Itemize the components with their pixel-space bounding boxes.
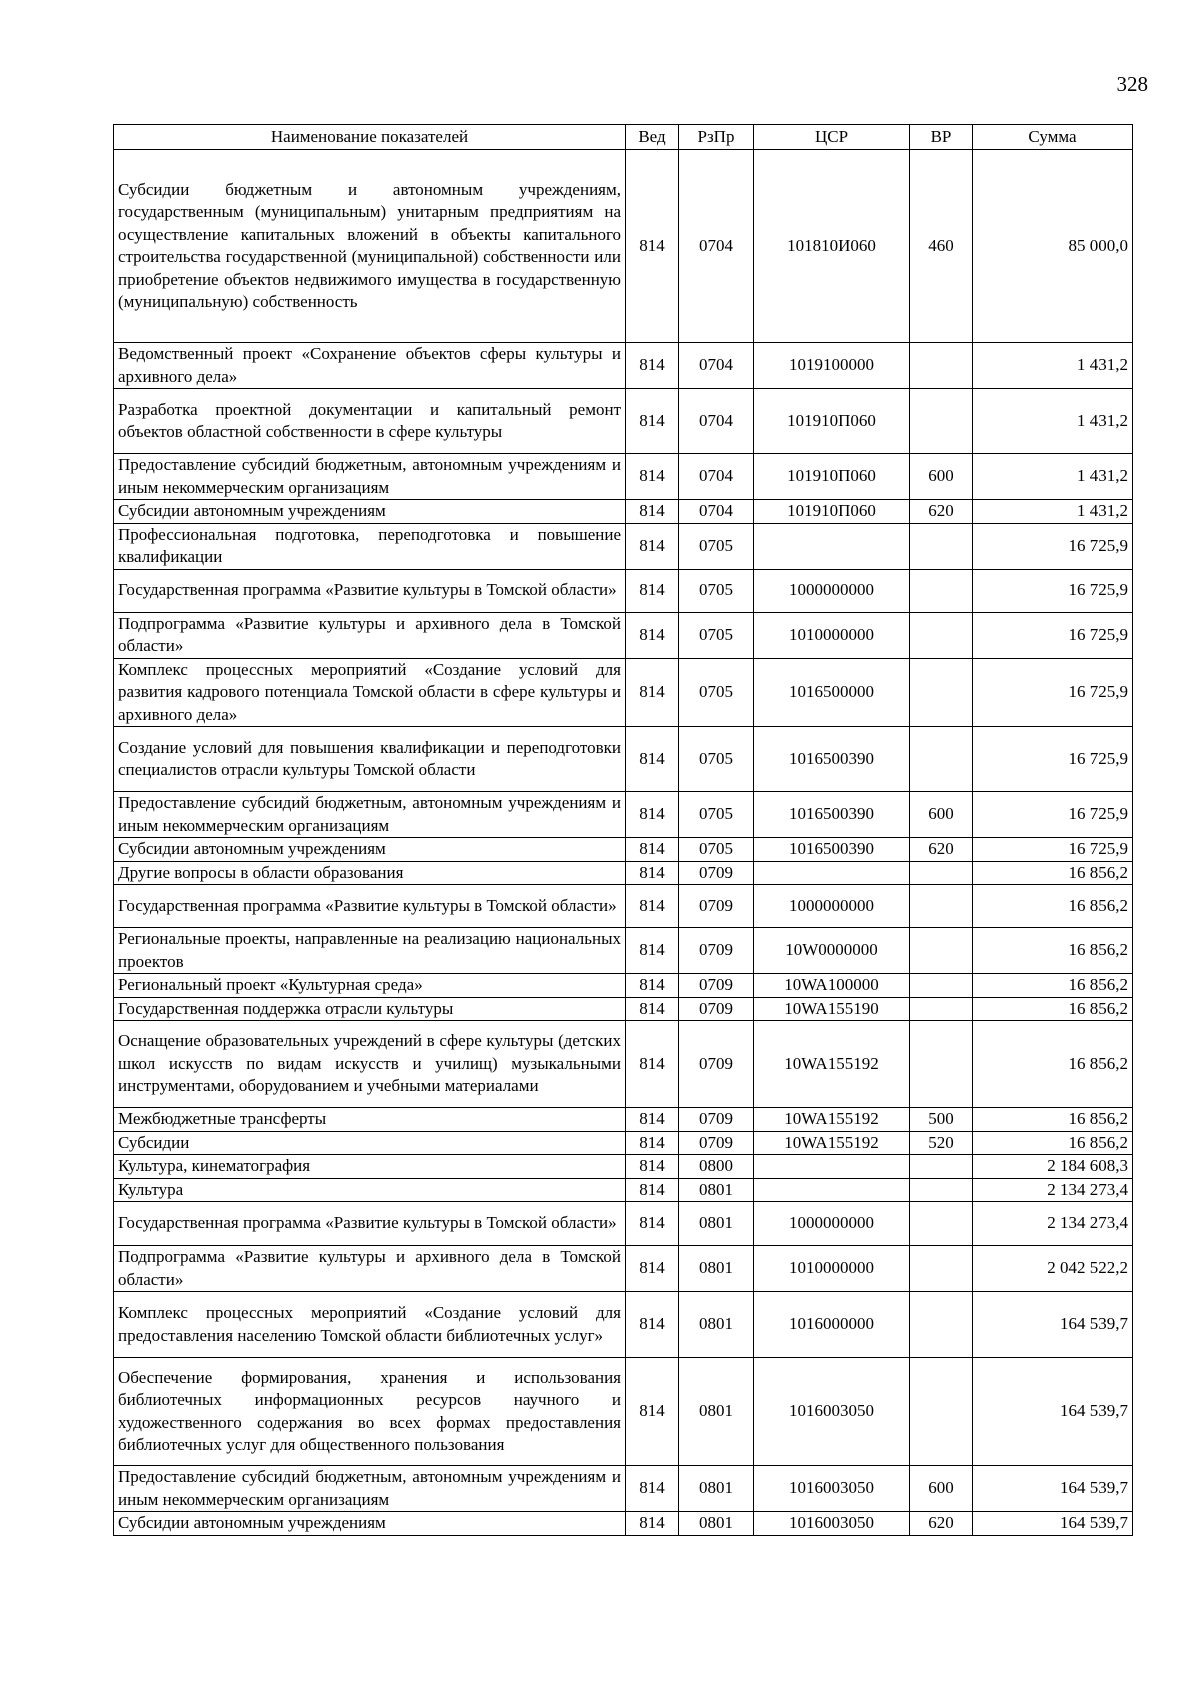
row-vr (910, 1358, 973, 1466)
row-ved: 814 (626, 792, 679, 838)
row-name: Культура (114, 1178, 626, 1202)
row-csr: 101810И060 (754, 150, 910, 343)
row-vr (910, 928, 973, 974)
row-sum: 164 539,7 (973, 1358, 1133, 1466)
row-ved: 814 (626, 838, 679, 862)
row-csr: 1016000000 (754, 1292, 910, 1358)
row-rzpr: 0705 (679, 612, 754, 658)
row-name: Предоставление субсидий бюджетным, автономным учреждениям и иным некоммерческим организациям (114, 792, 626, 838)
table-row (114, 1021, 1133, 1108)
row-ved: 814 (626, 1466, 679, 1512)
row-vr (910, 1246, 973, 1292)
row-ved: 814 (626, 974, 679, 998)
row-name: Создание условий для повышения квалификации и переподготовки специалистов отрасли культуры Томской области (114, 727, 626, 792)
row-ved: 814 (626, 1512, 679, 1536)
row-sum: 1 431,2 (973, 454, 1133, 500)
row-name: Разработка проектной документации и капитальный ремонт объектов областной собственности в сфере культуры (114, 389, 626, 454)
row-rzpr: 0801 (679, 1358, 754, 1466)
table-row (114, 1131, 1133, 1155)
row-ved: 814 (626, 569, 679, 612)
row-csr (754, 861, 910, 885)
table-row (114, 523, 1133, 569)
table-row (114, 885, 1133, 928)
row-rzpr: 0705 (679, 838, 754, 862)
row-name: Ведомственный проект «Сохранение объектов сферы культуры и архивного дела» (114, 343, 626, 389)
row-ved: 814 (626, 523, 679, 569)
row-rzpr: 0801 (679, 1202, 754, 1246)
row-ved: 814 (626, 343, 679, 389)
table-row (114, 569, 1133, 612)
row-vr (910, 974, 973, 998)
row-ved: 814 (626, 1246, 679, 1292)
row-csr: 10W0000000 (754, 928, 910, 974)
row-vr (910, 569, 973, 612)
row-vr: 620 (910, 1512, 973, 1536)
row-ved: 814 (626, 612, 679, 658)
row-sum: 16 725,9 (973, 658, 1133, 727)
table-header-row (114, 125, 1133, 150)
row-ved: 814 (626, 997, 679, 1021)
row-sum: 1 431,2 (973, 343, 1133, 389)
row-ved: 814 (626, 928, 679, 974)
row-sum: 16 856,2 (973, 1108, 1133, 1132)
row-rzpr: 0705 (679, 792, 754, 838)
row-name: Предоставление субсидий бюджетным, автономным учреждениям и иным некоммерческим организациям (114, 454, 626, 500)
table-row (114, 1292, 1133, 1358)
header-vr: ВР (910, 125, 973, 150)
row-ved: 814 (626, 1358, 679, 1466)
row-name: Подпрограмма «Развитие культуры и архивного дела в Томской области» (114, 1246, 626, 1292)
table-row (114, 500, 1133, 524)
row-name: Государственная программа «Развитие культуры в Томской области» (114, 569, 626, 612)
row-name: Профессиональная подготовка, переподготовка и повышение квалификации (114, 523, 626, 569)
row-ved: 814 (626, 150, 679, 343)
header-rzpr: РзПр (679, 125, 754, 150)
row-csr: 1016500390 (754, 792, 910, 838)
row-ved: 814 (626, 1108, 679, 1132)
table-row (114, 792, 1133, 838)
row-name: Субсидии автономным учреждениям (114, 500, 626, 524)
row-name: Субсидии автономным учреждениям (114, 1512, 626, 1536)
row-csr: 1016500390 (754, 838, 910, 862)
row-rzpr: 0705 (679, 523, 754, 569)
row-sum: 2 042 522,2 (973, 1246, 1133, 1292)
table-row (114, 727, 1133, 792)
row-csr: 101910П060 (754, 500, 910, 524)
row-name: Государственная программа «Развитие культуры в Томской области» (114, 1202, 626, 1246)
row-name: Подпрограмма «Развитие культуры и архивного дела в Томской области» (114, 612, 626, 658)
row-csr: 10WA155192 (754, 1131, 910, 1155)
row-sum: 16 725,9 (973, 612, 1133, 658)
row-sum: 16 856,2 (973, 928, 1133, 974)
budget-table (113, 124, 1133, 1536)
row-vr (910, 1292, 973, 1358)
row-csr: 10WA100000 (754, 974, 910, 998)
row-csr (754, 523, 910, 569)
row-name: Комплекс процессных мероприятий «Создание условий для предоставления населению Томской области библиотечных услуг» (114, 1292, 626, 1358)
row-ved: 814 (626, 658, 679, 727)
row-csr (754, 1155, 910, 1179)
row-rzpr: 0801 (679, 1466, 754, 1512)
row-rzpr: 0801 (679, 1292, 754, 1358)
row-csr: 10WA155192 (754, 1108, 910, 1132)
row-ved: 814 (626, 861, 679, 885)
row-name: Субсидии (114, 1131, 626, 1155)
table-row (114, 658, 1133, 727)
row-rzpr: 0801 (679, 1246, 754, 1292)
table-row (114, 389, 1133, 454)
row-sum: 164 539,7 (973, 1292, 1133, 1358)
row-name: Региональный проект «Культурная среда» (114, 974, 626, 998)
row-sum: 16 856,2 (973, 997, 1133, 1021)
row-vr (910, 343, 973, 389)
row-csr: 1016003050 (754, 1466, 910, 1512)
row-name: Региональные проекты, направленные на реализацию национальных проектов (114, 928, 626, 974)
table-row (114, 454, 1133, 500)
row-csr: 10WA155190 (754, 997, 910, 1021)
row-vr (910, 389, 973, 454)
row-sum: 164 539,7 (973, 1512, 1133, 1536)
row-sum: 16 725,9 (973, 727, 1133, 792)
header-ved: Вед (626, 125, 679, 150)
row-rzpr: 0704 (679, 500, 754, 524)
row-rzpr: 0704 (679, 454, 754, 500)
row-name: Государственная программа «Развитие культуры в Томской области» (114, 885, 626, 928)
row-name: Другие вопросы в области образования (114, 861, 626, 885)
row-vr: 600 (910, 1466, 973, 1512)
row-vr (910, 1202, 973, 1246)
table-row (114, 997, 1133, 1021)
table-row (114, 838, 1133, 862)
row-rzpr: 0704 (679, 389, 754, 454)
table-row (114, 343, 1133, 389)
header-name: Наименование показателей (114, 125, 626, 150)
row-sum: 16 856,2 (973, 885, 1133, 928)
row-rzpr: 0705 (679, 658, 754, 727)
row-csr: 1010000000 (754, 1246, 910, 1292)
row-ved: 814 (626, 1202, 679, 1246)
row-vr: 520 (910, 1131, 973, 1155)
row-rzpr: 0709 (679, 1021, 754, 1108)
table-row (114, 612, 1133, 658)
row-csr: 1019100000 (754, 343, 910, 389)
row-vr (910, 612, 973, 658)
row-ved: 814 (626, 1131, 679, 1155)
row-sum: 1 431,2 (973, 389, 1133, 454)
row-sum: 16 725,9 (973, 792, 1133, 838)
row-vr (910, 861, 973, 885)
row-vr (910, 1021, 973, 1108)
row-sum: 16 725,9 (973, 838, 1133, 862)
table-row (114, 1466, 1133, 1512)
row-csr (754, 1178, 910, 1202)
row-ved: 814 (626, 1155, 679, 1179)
row-rzpr: 0709 (679, 997, 754, 1021)
row-vr (910, 885, 973, 928)
row-name: Государственная поддержка отрасли культуры (114, 997, 626, 1021)
header-sum: Сумма (973, 125, 1133, 150)
row-rzpr: 0709 (679, 1108, 754, 1132)
row-sum: 16 725,9 (973, 523, 1133, 569)
row-sum: 16 725,9 (973, 569, 1133, 612)
row-vr (910, 997, 973, 1021)
row-name: Комплекс процессных мероприятий «Создание условий для развития кадрового потенциала Томской области в сфере культуры и архивного дела» (114, 658, 626, 727)
row-sum: 2 134 273,4 (973, 1202, 1133, 1246)
row-csr: 101910П060 (754, 389, 910, 454)
row-vr: 620 (910, 500, 973, 524)
table-row (114, 1246, 1133, 1292)
row-rzpr: 0709 (679, 861, 754, 885)
header-csr: ЦСР (754, 125, 910, 150)
row-vr (910, 727, 973, 792)
row-rzpr: 0709 (679, 1131, 754, 1155)
row-rzpr: 0709 (679, 974, 754, 998)
row-sum: 2 134 273,4 (973, 1178, 1133, 1202)
table-row (114, 928, 1133, 974)
row-name: Субсидии бюджетным и автономным учреждениям, государственным (муниципальным) унитарным предприятиям на осуществление капитальных вложений в объекты капитального строительства государственной (муниципальной) собственности или приобретение объектов недвижимого имущества в государственную (муниципальную) собственность (114, 150, 626, 343)
row-ved: 814 (626, 500, 679, 524)
row-csr: 1016003050 (754, 1512, 910, 1536)
row-rzpr: 0709 (679, 885, 754, 928)
row-csr: 1016003050 (754, 1358, 910, 1466)
row-vr (910, 523, 973, 569)
row-rzpr: 0704 (679, 343, 754, 389)
row-rzpr: 0705 (679, 727, 754, 792)
row-csr: 10WA155192 (754, 1021, 910, 1108)
row-ved: 814 (626, 1292, 679, 1358)
table-row (114, 1358, 1133, 1466)
row-sum: 85 000,0 (973, 150, 1133, 343)
row-sum: 164 539,7 (973, 1466, 1133, 1512)
row-ved: 814 (626, 885, 679, 928)
row-ved: 814 (626, 1178, 679, 1202)
row-csr: 1000000000 (754, 885, 910, 928)
row-ved: 814 (626, 1021, 679, 1108)
row-name: Предоставление субсидий бюджетным, автономным учреждениям и иным некоммерческим организациям (114, 1466, 626, 1512)
table-row (114, 861, 1133, 885)
row-csr: 1016500000 (754, 658, 910, 727)
row-sum: 16 856,2 (973, 1131, 1133, 1155)
row-rzpr: 0704 (679, 150, 754, 343)
row-rzpr: 0705 (679, 569, 754, 612)
row-sum: 16 856,2 (973, 1021, 1133, 1108)
row-ved: 814 (626, 727, 679, 792)
row-csr: 1000000000 (754, 1202, 910, 1246)
row-csr: 101910П060 (754, 454, 910, 500)
row-ved: 814 (626, 389, 679, 454)
row-csr: 1010000000 (754, 612, 910, 658)
row-vr (910, 1155, 973, 1179)
row-rzpr: 0801 (679, 1512, 754, 1536)
row-name: Межбюджетные трансферты (114, 1108, 626, 1132)
row-rzpr: 0709 (679, 928, 754, 974)
row-name: Обеспечение формирования, хранения и использования библиотечных информационных ресурсов научного и художественного содержания во всех формах предоставления библиотечных услуг для общественного пользования (114, 1358, 626, 1466)
row-vr (910, 1178, 973, 1202)
row-csr: 1000000000 (754, 569, 910, 612)
row-sum: 16 856,2 (973, 861, 1133, 885)
table-row (114, 1512, 1133, 1536)
table-row (114, 1155, 1133, 1179)
row-sum: 16 856,2 (973, 974, 1133, 998)
table-row (114, 1202, 1133, 1246)
row-rzpr: 0801 (679, 1178, 754, 1202)
row-vr: 460 (910, 150, 973, 343)
row-name: Культура, кинематография (114, 1155, 626, 1179)
row-vr (910, 658, 973, 727)
row-rzpr: 0800 (679, 1155, 754, 1179)
table-row (114, 150, 1133, 343)
row-sum: 2 184 608,3 (973, 1155, 1133, 1179)
table-row (114, 1108, 1133, 1132)
row-csr: 1016500390 (754, 727, 910, 792)
row-sum: 1 431,2 (973, 500, 1133, 524)
row-vr: 600 (910, 792, 973, 838)
row-vr: 620 (910, 838, 973, 862)
row-name: Субсидии автономным учреждениям (114, 838, 626, 862)
table-row (114, 974, 1133, 998)
table-row (114, 1178, 1133, 1202)
row-name: Оснащение образовательных учреждений в сфере культуры (детских школ искусств по видам искусств и училищ) музыкальными инструментами, оборудованием и учебными материалами (114, 1021, 626, 1108)
row-vr: 500 (910, 1108, 973, 1132)
row-ved: 814 (626, 454, 679, 500)
page-number: 328 (1116, 72, 1148, 96)
row-vr: 600 (910, 454, 973, 500)
